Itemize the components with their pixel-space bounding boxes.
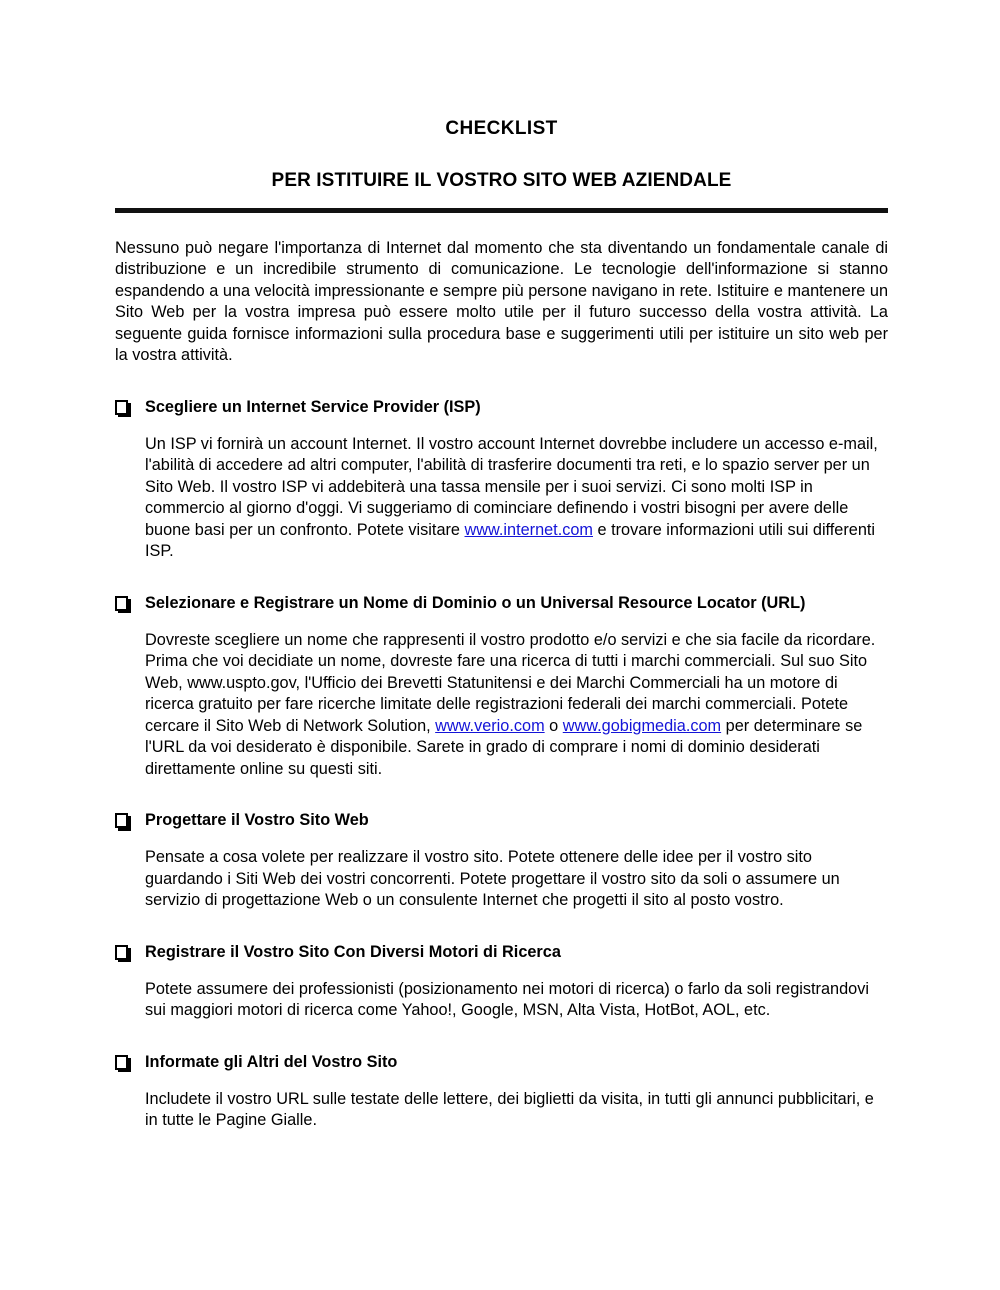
checklist-section-body <box>115 963 888 1022</box>
checkbox-empty-icon[interactable] <box>115 945 130 962</box>
checklist-section-header <box>115 1052 888 1073</box>
body-hyperlink[interactable]: www.internet.com <box>464 520 593 539</box>
checklist-section-title: Progettare il Vostro Sito Web <box>145 811 369 830</box>
checklist-section-title: Registrare il Vostro Sito Con Diversi Motori di Ricerca <box>145 942 561 961</box>
checklist-section-header <box>115 942 888 963</box>
page-title: CHECKLIST <box>445 118 558 139</box>
checklist-section <box>115 397 888 563</box>
checkbox-empty-icon[interactable] <box>115 596 130 613</box>
checklist-section <box>115 593 888 781</box>
body-text: e trovare informazioni utili sui differenti ISP. <box>145 520 876 561</box>
checklist-section-title: Informate gli Altri del Vostro Sito <box>145 1052 398 1071</box>
body-text: Includete il vostro URL sulle testate delle lettere, dei biglietti da visita, in tutti gli annunci pubblicitari, e in tutte le Pagine Gialle. <box>145 1089 874 1130</box>
checklist-section-body <box>115 1073 888 1132</box>
document-content <box>115 0 888 1132</box>
checklist-section <box>115 942 888 1022</box>
intro-paragraph: Nessuno può negare l'importanza di Internet dal momento che sta diventando un fondamentale canale di distribuzione e un incredibile strumento di comunicazione. Le tecnologie dell'informazione si stanno espandendo a una velocità impressionante e sempre più persone navigano in rete. Istituire e mantenere un Sito Web per la vostra impresa può essere molto utile per il futuro successo della vostra attività. La seguente guida fornisce informazioni sulla procedura base e suggerimenti utili per istituire un sito web per la vostra attività. <box>115 238 888 365</box>
checkbox-empty-icon[interactable] <box>115 1055 130 1072</box>
checklist-section <box>115 810 888 912</box>
checkbox-empty-icon[interactable] <box>115 813 130 830</box>
body-text: Un ISP vi fornirà un account Internet. Il vostro account Internet dovrebbe includere un accesso e-mail, l'abilità di accedere ad altri computer, l'abilità di trasferire documenti tra reti, e lo spazio server per un Sito Web. Il vostro ISP vi addebiterà una tassa mensile per i suoi servizi. Ci sono molti ISP in commercio al giorno d'oggi. Vi suggeriamo di cominciare definendo i vostri bisogni per avere delle buone basi per un confronto. Potete visitare <box>145 434 878 539</box>
checklist-section <box>115 1052 888 1132</box>
body-text: Potete assumere dei professionisti (posizionamento nei motori di ricerca) o farlo da soli registrandovi sui maggiori motori di ricerca come Yahoo!, Google, MSN, Alta Vista, HotBot, AOL, etc. <box>145 979 869 1020</box>
body-text: per determinare se l'URL da voi desiderato è disponibile. Sarete in grado di comprare i nomi di dominio desiderati direttamente online su questi siti. <box>145 716 863 778</box>
checklist-section-header <box>115 397 888 418</box>
page-subtitle: PER ISTITUIRE IL VOSTRO SITO WEB AZIENDALE <box>271 169 732 191</box>
body-hyperlink[interactable]: www.gobigmedia.com <box>562 716 722 735</box>
checklist-section-header <box>115 810 888 831</box>
body-hyperlink[interactable]: www.verio.com <box>435 716 545 735</box>
checkbox-empty-icon[interactable] <box>115 400 130 417</box>
body-text: Dovreste scegliere un nome che rappresenti il vostro prodotto e/o servizi e che sia facile da ricordare. Prima che voi decidiate un nome, dovreste fare una ricerca di tutti i marchi commerciali. Sul suo Sito Web, www.uspto.gov, l'Ufficio dei Brevetti Statunitensi e dei Marchi Commerciali ha un motore di ricerca gratuito per fare ricerche limitate delle registrazioni federali dei marchi commerciali. Potete cercare il Sito Web di Network Solution, <box>145 630 876 735</box>
checklist-section-body <box>115 418 888 563</box>
checklist-sections <box>115 397 888 1132</box>
checklist-section-body <box>115 831 888 912</box>
checklist-section-header <box>115 593 888 614</box>
body-text: o <box>544 716 563 735</box>
body-text: Pensate a cosa volete per realizzare il vostro sito. Potete ottenere delle idee per il vostro sito guardando i Siti Web dei vostri concorrenti. Potete progettare il vostro sito da soli o assumere un servizio di progettazione Web o un consulente Internet che progetti il sito al posto vostro. <box>145 848 840 910</box>
checklist-section-title: Selezionare e Registrare un Nome di Dominio o un Universal Resource Locator (URL) <box>145 593 806 612</box>
checklist-section-title: Scegliere un Internet Service Provider (ISP) <box>145 397 481 416</box>
checklist-section-body <box>115 614 888 781</box>
